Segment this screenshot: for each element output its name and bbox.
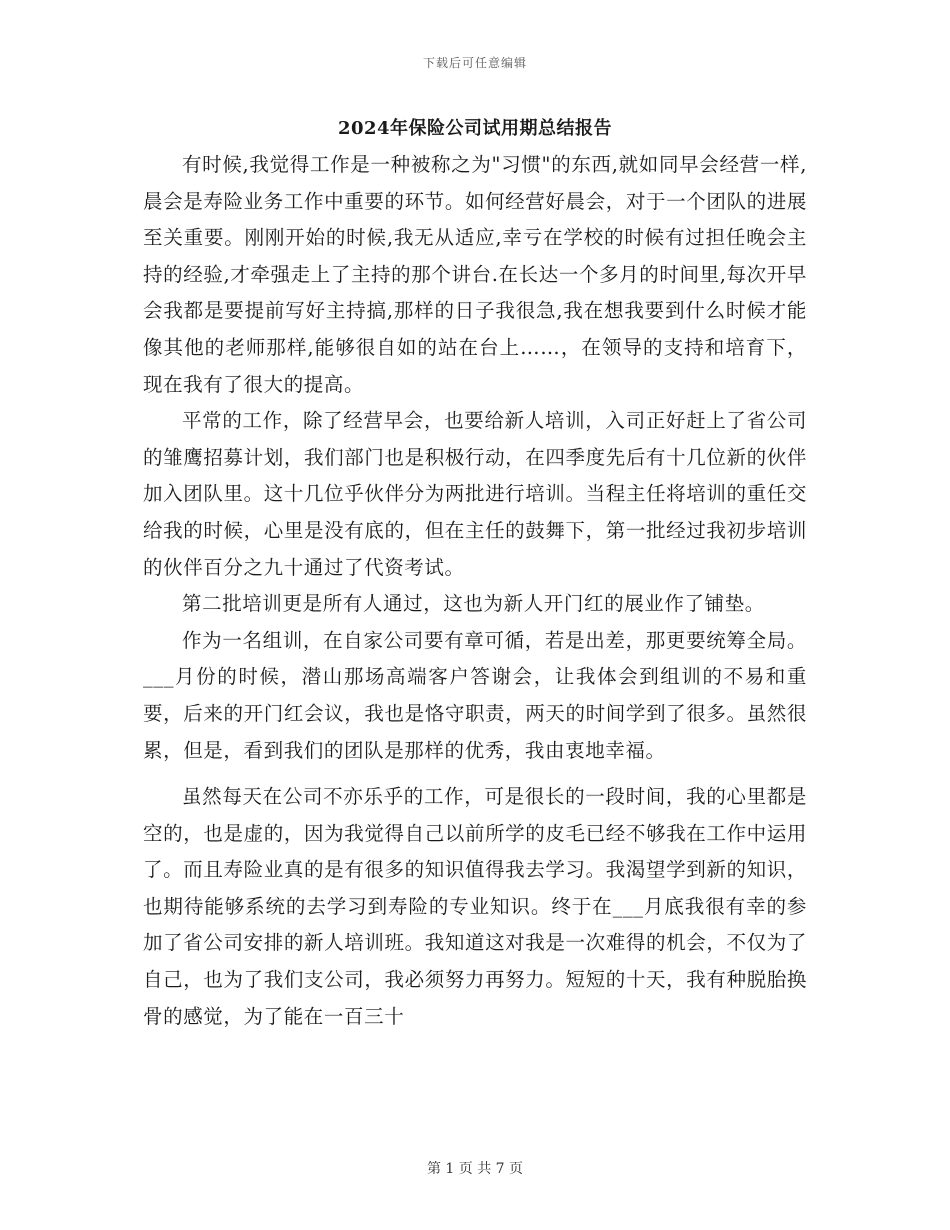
paragraph-5: 虽然每天在公司不亦乐乎的工作，可是很长的一段时间，我的心里都是空的，也是虚的，因为我觉得自己以前所学的皮毛已经不够我在工作中运用了。而且寿险业真的是有很多的知识值得我去学习。我渴望学到新的知识，也期待能够系统的去学习到寿险的专业知识。终于在___月底我很有幸的参加了省公司安排的新人培训班。我知道这对我是一次难得的机会，不仅为了自己，也为了我们支公司，我必须努力再努力。短短的十天，我有种脱胎换骨的感觉，为了能在一百三十 xyxy=(143,785,807,1028)
paragraph-1: 有时候,我觉得工作是一种被称之为"习惯"的东西,就如同早会经营一样,晨会是寿险业务工作中重要的环节。如何经营好晨会，对于一个团队的进展至关重要。刚刚开始的时候,我无从适应,幸亏在学校的时候有过担任晚会主持的经验,才牵强走上了主持的那个讲台.在长达一个多月的时间里,每次开早会我都是要提前写好主持搞,那样的日子我很急,我在想我要到什么时候才能像其他的老师那样,能够很自如的站在台上……，在领导的支持和培育下，现在我有了很大的提高。 xyxy=(143,153,807,396)
document-body xyxy=(143,147,807,1035)
paragraph-4: 作为一名组训，在自家公司要有章可循，若是出差，那更要统筹全局。___月份的时候，潜山那场高端客户答谢会，让我体会到组训的不易和重要，后来的开门红会议，我也是恪守职责，两天的时间学到了很多。虽然很累，但是，看到我们的团队是那样的优秀，我由衷地幸福。 xyxy=(143,628,807,762)
page-number: 第 1 页 共 7 页 xyxy=(426,1161,524,1177)
document-title: 2024年保险公司试用期总结报告 xyxy=(337,118,613,139)
header-note: 下载后可任意编辑 xyxy=(422,56,527,70)
paragraph-2: 平常的工作，除了经营早会，也要给新人培训，入司正好赶上了省公司的雏鹰招募计划，我们部门也是积极行动，在四季度先后有十几位新的伙伴加入团队里。这十几位乎伙伴分为两批进行培训。当程主任将培训的重任交给我的时候，心里是没有底的，但在主任的鼓舞下，第一批经过我初步培训的伙伴百分之九十通过了代资考试。 xyxy=(143,409,807,579)
paragraph-3: 第二批培训更是所有人通过，这也为新人开门红的展业作了铺垫。 xyxy=(182,592,765,616)
